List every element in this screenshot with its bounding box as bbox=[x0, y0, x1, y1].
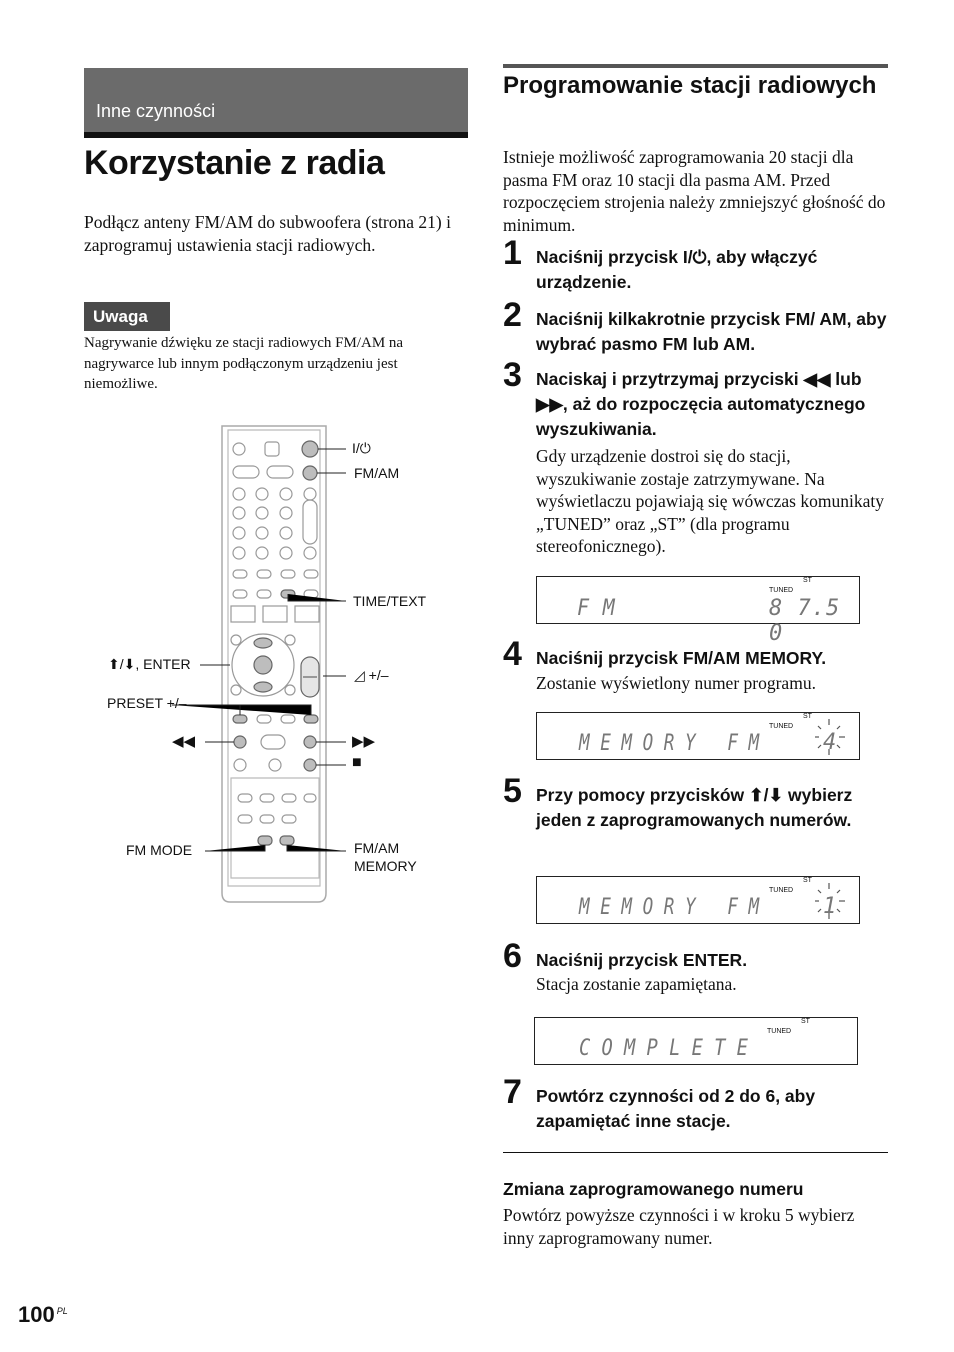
lcd-right-text: 4 bbox=[823, 730, 837, 755]
divider-rule bbox=[503, 1152, 888, 1153]
lcd-right-text: 1 bbox=[823, 894, 837, 919]
page-lang: PL bbox=[56, 1306, 68, 1316]
step-heading: Naciskaj i przytrzymaj przyciski ◀◀ lub ▶▶, aż do rozpoczęcia automatycznego wyszukiwania. bbox=[536, 369, 866, 439]
lcd-left-text: M E M O R Y F M bbox=[579, 731, 760, 756]
label-rewind: ◀◀ bbox=[172, 733, 196, 750]
step-number: 4 bbox=[503, 635, 522, 673]
step-heading: Przy pomocy przycisków ⬆/⬇ wybierz jeden z zaprogramowanych numerów. bbox=[536, 785, 853, 830]
lcd-right-text: 8 7.5 0 bbox=[769, 596, 841, 646]
blink-rays-icon bbox=[809, 877, 849, 923]
label-fmam-memory-line1: FM/AM bbox=[354, 840, 400, 856]
lcd-tuned-indicator: TUNED bbox=[767, 1028, 792, 1035]
step-heading: Naciśnij przycisk ENTER. bbox=[536, 950, 748, 970]
step-body: Stacja zostanie zapamiętana. bbox=[536, 974, 737, 994]
lcd-display bbox=[536, 576, 860, 646]
section-intro: Istnieje możliwość zaprogramowania 20 stacji dla pasma FM oraz 10 stacji dla pasma AM. Przed rozpoczęciem strojenia należy zmniejszyć głośność do minimum. bbox=[503, 147, 886, 235]
lcd-st-indicator: ST bbox=[803, 577, 812, 584]
step-heading: Powtórz czynności od 2 do 6, aby zapamiętać inne stacje. bbox=[536, 1086, 816, 1131]
step-number: 3 bbox=[503, 356, 522, 394]
lcd-tuned-indicator: TUNED bbox=[769, 723, 794, 730]
label-power: I/⏻ bbox=[352, 440, 371, 456]
step-heading: Naciśnij przycisk I/⏻, aby włączyć urządzenie. bbox=[536, 247, 818, 292]
label-fmam: FM/AM bbox=[354, 465, 400, 481]
label-time-text: TIME/TEXT bbox=[353, 593, 427, 609]
label-preset: PRESET +/– bbox=[107, 695, 187, 711]
step-number: 1 bbox=[503, 234, 522, 272]
remote-illustration bbox=[100, 418, 460, 908]
step-heading: Naciśnij przycisk FM/AM MEMORY. bbox=[536, 648, 827, 668]
step-number: 2 bbox=[503, 296, 522, 334]
label-enter: ⬆/⬇, ENTER bbox=[108, 656, 191, 672]
right-rule bbox=[503, 64, 888, 68]
lcd-display bbox=[536, 712, 860, 760]
step-body: Zostanie wyświetlony numer programu. bbox=[536, 673, 816, 693]
section-rule bbox=[84, 132, 468, 138]
blink-rays-icon bbox=[809, 713, 849, 759]
subsection-text: Powtórz powyższe czynności i w kroku 5 wybierz inny zaprogramowany numer. bbox=[503, 1205, 855, 1248]
lcd-left-text: C O M P L E T E bbox=[579, 1036, 748, 1061]
note-label-box bbox=[84, 302, 170, 331]
lcd-tuned-indicator: TUNED bbox=[769, 887, 794, 894]
intro-paragraph: Podłącz anteny FM/AM do subwoofera (strona 21) i zaprogramuj ustawienia stacji radiowych. bbox=[84, 212, 451, 255]
page-number bbox=[18, 1302, 68, 1328]
label-volume: ◿ +/– bbox=[354, 667, 389, 683]
label-fm-mode: FM MODE bbox=[126, 842, 193, 858]
lcd-st-indicator: ST bbox=[801, 1018, 810, 1025]
label-forward: ▶▶ bbox=[352, 733, 376, 750]
section-heading: Programowanie stacji radiowych bbox=[503, 72, 877, 99]
label-stop: ■ bbox=[352, 754, 362, 771]
lcd-tuned-indicator: TUNED bbox=[769, 587, 794, 594]
section-header-bar bbox=[84, 68, 468, 132]
lcd-display bbox=[536, 876, 860, 924]
page-title: Korzystanie z radia bbox=[84, 144, 385, 182]
step-body: Gdy urządzenie dostroi się do stacji, wyszukiwanie zostaje zatrzymywane. Na wyświetlaczu pojawiają się wówczas komunikaty „TUNED” oraz „ST” (dla programu stereofonicznego). bbox=[536, 446, 884, 556]
note-text: Nagrywanie dźwięku ze stacji radiowych FM/AM na nagrywarce lub innym podłączonym urządzeniu jest niemożliwe. bbox=[84, 335, 404, 392]
subsection-heading: Zmiana zaprogramowanego numeru bbox=[503, 1179, 804, 1199]
page-number-value: 100 bbox=[18, 1302, 55, 1327]
step-number: 6 bbox=[503, 937, 522, 975]
step-number: 7 bbox=[503, 1073, 522, 1111]
step-number: 5 bbox=[503, 772, 522, 810]
lcd-display bbox=[534, 1017, 858, 1065]
lcd-st-indicator: ST bbox=[803, 877, 812, 884]
label-fmam-memory-line2: MEMORY bbox=[354, 858, 417, 874]
lcd-st-indicator: ST bbox=[803, 713, 812, 720]
note-label: Uwaga bbox=[93, 307, 148, 326]
lcd-left-text: M E M O R Y F M bbox=[579, 895, 760, 920]
section-title: Inne czynności bbox=[96, 101, 216, 121]
step-heading: Naciśnij kilkakrotnie przycisk FM/ AM, aby wybrać pasmo FM lub AM. bbox=[536, 309, 887, 354]
lcd-left-text: F M bbox=[577, 596, 616, 621]
